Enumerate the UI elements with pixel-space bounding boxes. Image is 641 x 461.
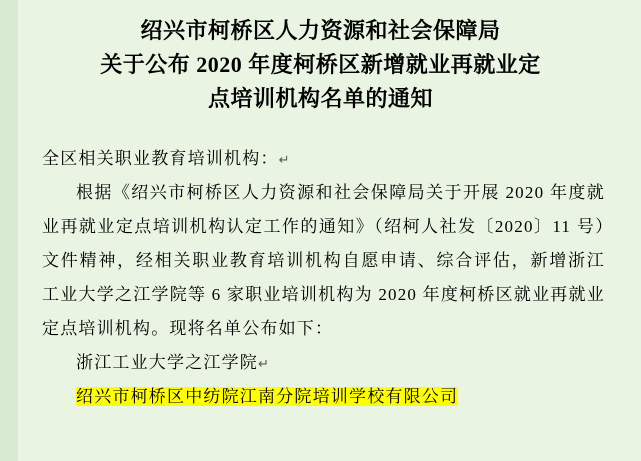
list-item-text-highlighted: 绍兴市柯桥区中纺院江南分院培训学校有限公司 (76, 387, 459, 407)
left-margin-strip (0, 0, 18, 461)
body-paragraph (42, 176, 605, 346)
list-item (42, 346, 605, 380)
salutation-text: 全区相关职业教育培训机构： (42, 149, 279, 169)
salutation-paragraph (42, 142, 605, 176)
title-line-1: 绍兴市柯桥区人力资源和社会保障局 (140, 18, 501, 43)
title-line-2: 关于公布 2020 年度柯桥区新增就业再就业定 (100, 52, 541, 78)
list-item (42, 380, 605, 414)
pilcrow-mark: ↵ (278, 152, 291, 168)
list-item-text: 浙江工业大学之江学院 (76, 353, 258, 373)
body-paragraph-text: 根据《绍兴市柯桥区人力资源和社会保障局关于开展 2020 年度就业再就业定点培训机构认定工作的通知》（绍柯人社发〔2020〕11 号）文件精神，经相关职业教育培训机构自愿申请、综合评估，新增浙江工业大学之江学院等 6 家职业培训机构为 2020 年度柯桥区就业再就业定点培训机构。现将名单公布如下： (42, 183, 605, 339)
title-line-3: 点培训机构名单的通知 (207, 86, 433, 112)
document-title (0, 0, 641, 116)
document-body (0, 116, 641, 414)
pilcrow-mark: ↵ (258, 356, 271, 372)
